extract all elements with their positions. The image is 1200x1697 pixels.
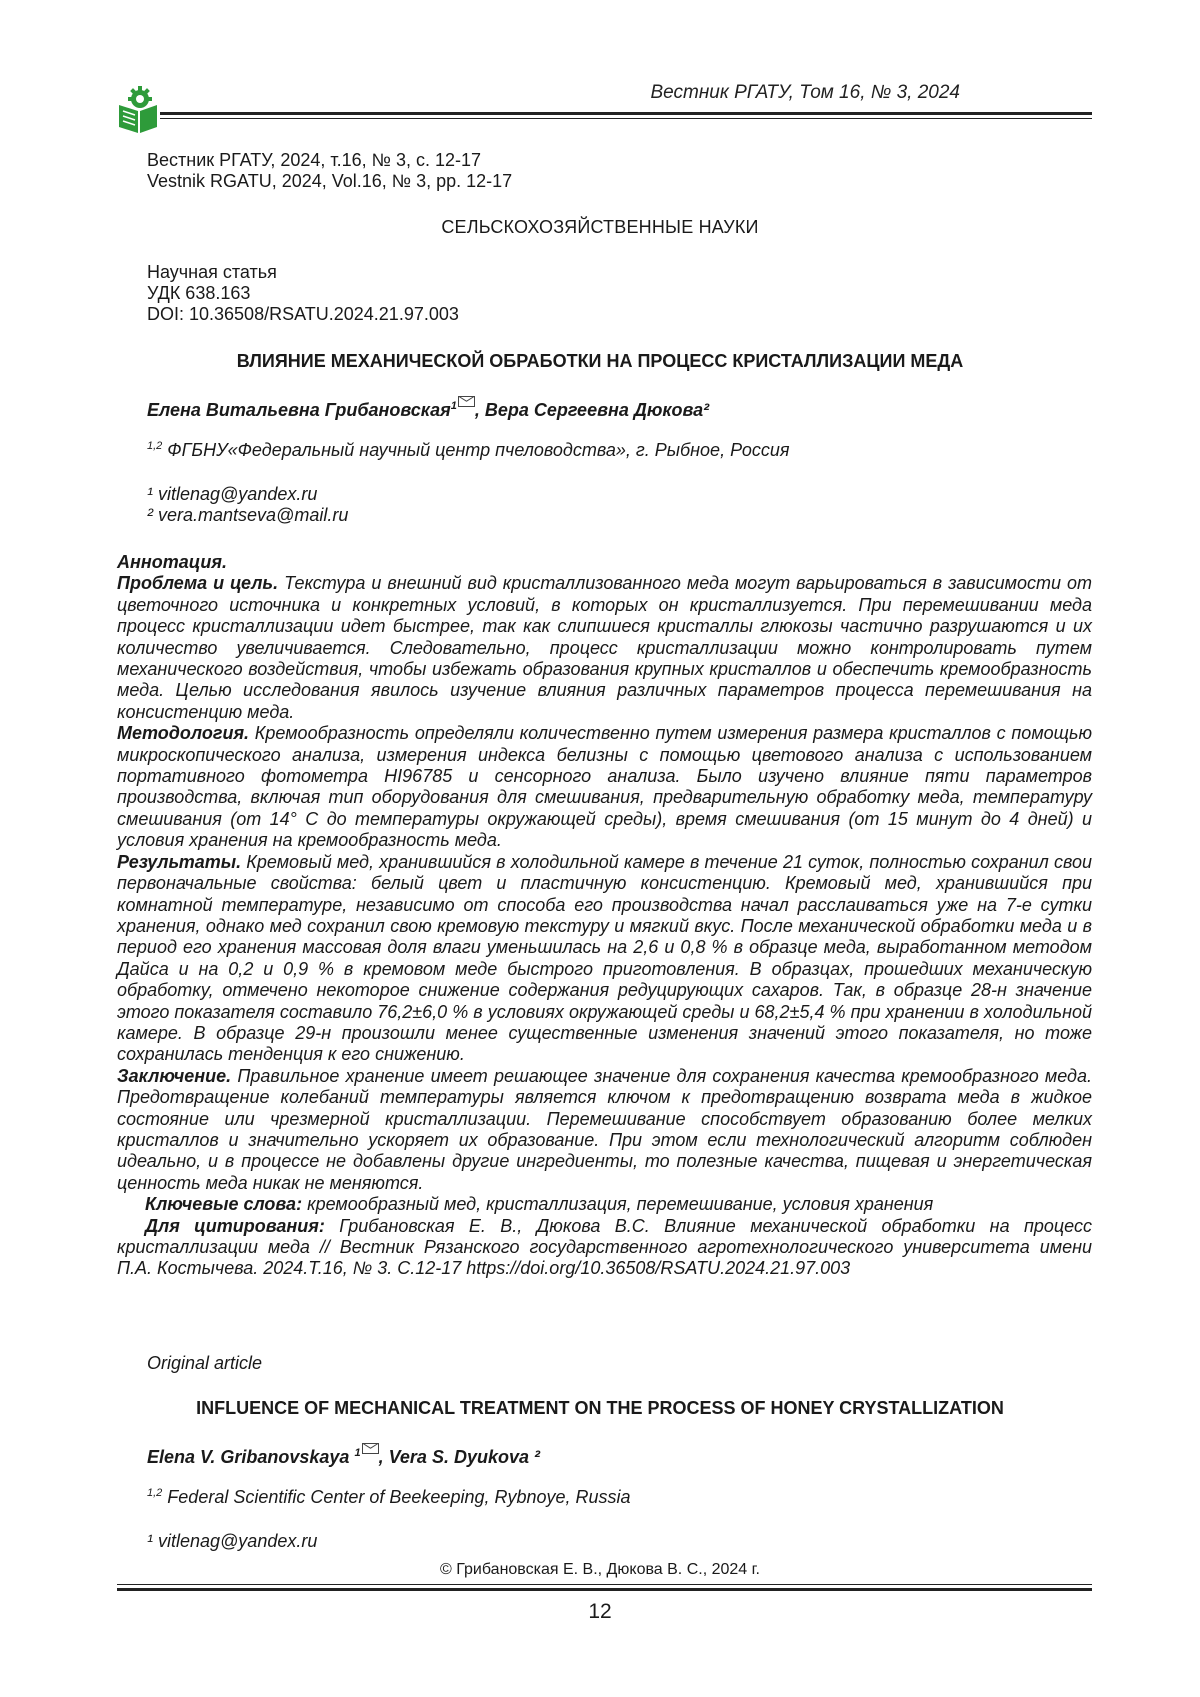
keywords — [117, 1194, 1092, 1215]
affiliation-text-en: Federal Scientific Center of Beekeeping, Rybnoye, Russia — [162, 1487, 631, 1507]
footer-rule — [117, 1588, 1092, 1591]
problem-label: Проблема и цель. — [117, 573, 279, 594]
header-rule — [160, 112, 1092, 115]
page-number: 12 — [588, 1600, 612, 1623]
envelope-icon — [362, 1443, 379, 1454]
problem-text: Текстура и внешний вид кристаллизованного меда могут варьироваться в зависимости от цветочного источника и конкретных условий, в которых он кристаллизуется. При перемешивании меда процесс кристаллизации идет быстрее, так как слипшиеся кристаллы глюкозы частично разрушаются и их количество увеличивается. Следовательно, процесс кристаллизации можно контролировать путем механического воздействия, чтобы избежать образования крупных кристаллов и обеспечить кремообразность меда. Целью исследования явилось изучение влияния различных параметров процесса перемешивания на консистенцию меда. — [117, 573, 1092, 722]
journal-logo-icon — [117, 85, 159, 135]
doi: DOI: 10.36508/RSATU.2024.21.97.003 — [147, 304, 459, 324]
citation-ru: Вестник РГАТУ, 2024, т.16, № 3, с. 12-17 — [147, 150, 482, 170]
emails-ru — [147, 484, 348, 526]
article-title-ru: ВЛИЯНИЕ МЕХАНИЧЕСКОЙ ОБРАБОТКИ НА ПРОЦЕСС КРИСТАЛЛИЗАЦИИ МЕДА — [236, 351, 964, 371]
conclusion-text: Правильное хранение имеет решающее значение для сохранения качества кремообразного меда. Предотвращение колебаний температуры является ключом к предотвращению возврата меда в жидкое состояние или чрезмерной кристаллизации. Перемешивание способствует образованию более мелких кристаллов и значительно ускоряет их образование. При этом если технологический алгоритм соблюден идеально, и в процессе не добавлены другие ингредиенты, то полезные качества, пищевая и энергетическая ценность меда никак не меняются. — [117, 1065, 1092, 1193]
running-header-journal: Вестник РГАТУ, Том 16, № 3, 2024 — [650, 82, 960, 103]
affiliation-text-ru: ФГБНУ«Федеральный научный центр пчеловодства», г. Рыбное, Россия — [162, 440, 790, 460]
methods-text: Кремообразность определяли количественно путем измерения размера кристаллов с помощью микроскопического анализа, измерения индекса белизны с помощью цветового анализа с использованием портативного фотометра HI96785 и сенсорного анализа. Было изучено влияние пяти параметров производства, включая тип оборудования для смешивания, предварительную обработку меда, температуру смешивания (от 14° С до температуры окружающей среды), время смешивания (от 15 минут до 4 дней) и условия хранения на кремообразность меда. — [117, 723, 1092, 851]
affiliation-ru — [147, 440, 790, 461]
abstract — [117, 552, 1092, 1280]
author1-sup-ru: 1 — [450, 400, 457, 412]
results-label: Результаты. — [117, 851, 242, 872]
affiliation-sup-en: 1,2 — [147, 1487, 163, 1499]
email1-en: ¹ vitlenag@yandex.ru — [147, 1531, 318, 1551]
article-title-en: INFLUENCE OF MECHANICAL TREATMENT ON THE PROCESS OF HONEY CRYSTALLIZATION — [196, 1398, 1004, 1418]
cite-label: Для цитирования: — [145, 1215, 325, 1236]
how-to-cite — [117, 1216, 1092, 1280]
article-type: Научная статья — [147, 262, 277, 282]
results-text: Кремовый мед, хранившийся в холодильной камере в течение 21 суток, полностью сохранил свои первоначальные свойства: белый цвет и пластичную консистенцию. Кремовый мед, хранившийся при комнатной температуре, независимо от способа его производства начал расслаиваться уже на 7-е сутки хранения, однако мед сохранил свою кремовую текстуру и мягкий вкус. После механической обработки меда и в период его хранения массовая доля влаги уменьшилась на 2,6 и 0,8 % в образце меда, выработанном методом Дайса и на 0,2 и 0,9 % в кремовом меде быстрого приготовления. В образцах, прошедших механическую обработку, отмечено некоторое снижение содержания редуцирующих сахаров. Так, в образце 28-н значение этого показателя составило 76,2±6,0 % в условиях окружающей среды и 68,2±5,4 % при хранении в холодильной камере. В образце 29-н произошли менее существенные изменения значений этого показателя, но тоже сохранилась тенденция к его снижению. — [117, 851, 1092, 1065]
author2-ru: , Вера Сергеевна Дюкова² — [474, 400, 710, 420]
email2-ru: ² vera.mantseva@mail.ru — [147, 505, 349, 525]
author1-ru: Елена Витальевна Грибановская — [147, 400, 451, 420]
affiliation-en — [147, 1487, 631, 1508]
article-type-en: Original article — [147, 1353, 263, 1373]
abstract-results — [117, 852, 1092, 1066]
footer-rule-thin — [117, 1584, 1092, 1585]
abstract-problem — [117, 573, 1092, 723]
author1-en: Elena V. Gribanovskaya — [147, 1447, 355, 1467]
author2-en: , Vera S. Dyukova ² — [378, 1447, 540, 1467]
affiliation-sup-ru: 1,2 — [147, 440, 163, 452]
methods-label: Методология. — [117, 723, 250, 744]
email1-ru: ¹ vitlenag@yandex.ru — [147, 484, 318, 504]
udc: УДК 638.163 — [147, 283, 251, 303]
authors-en — [147, 1443, 540, 1468]
article-meta — [147, 262, 459, 325]
envelope-icon — [458, 396, 475, 407]
keywords-label: Ключевые слова: — [145, 1194, 303, 1215]
section-heading: СЕЛЬСКОХОЗЯЙСТВЕННЫЕ НАУКИ — [441, 217, 759, 237]
header-rule-thin — [160, 118, 1092, 119]
authors-ru — [147, 396, 709, 421]
abstract-conclusion — [117, 1066, 1092, 1194]
citation-en: Vestnik RGATU, 2024, Vol.16, № 3, pp. 12-17 — [147, 171, 513, 191]
copyright: © Грибановская Е. В., Дюкова В. С., 2024 г. — [440, 1561, 760, 1578]
keywords-text: кремообразный мед, кристаллизация, перемешивание, условия хранения — [302, 1194, 934, 1215]
conclusion-label: Заключение. — [117, 1065, 232, 1086]
abstract-methods — [117, 723, 1092, 851]
citation-block — [147, 150, 512, 192]
author1-sup-en: 1 — [354, 1447, 361, 1459]
abstract-heading: Аннотация. — [117, 552, 227, 572]
cite-text: Грибановская Е. В., Дюкова В.С. Влияние механической обработки на процесс кристаллизации меда // Вестник Рязанского государственного агротехнологического университета имени П.А. Костычева. 2024.Т.16, № 3. С.12-17 https://doi.org/10.36508/RSATU.2024.21.97.003 — [117, 1215, 1092, 1279]
